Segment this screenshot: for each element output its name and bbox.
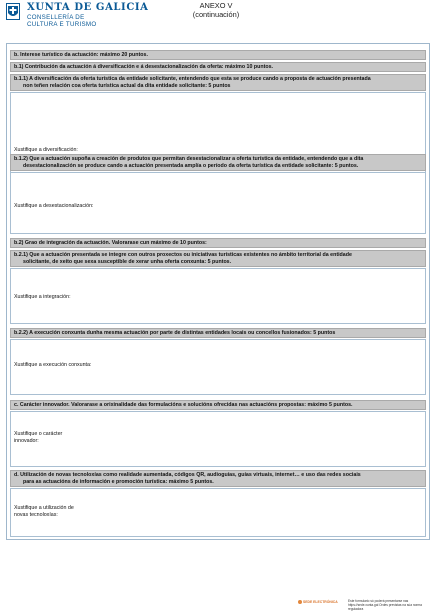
section-b21-line1: b.2.1) Que a actuación presentada se integre con outros proxectos ou iniciativas turísticas existentes no ámbito territorial da entidade: [14, 252, 352, 258]
dept-line-2: CULTURA E TURISMO: [27, 21, 97, 29]
section-d-line1: d. Utilización de novas tecnoloxías como realidade aumentada, códigos QR, audioguías, guías virtuais, internet… e uso das redes sociais: [14, 472, 361, 478]
org-name: XUNTA DE GALICIA: [27, 2, 149, 13]
joint-execution-field[interactable]: [10, 339, 426, 395]
section-b21-header: [10, 250, 426, 267]
footer-line-2: https://sede.xunta.gal Ordes previstas na súa norma reguladora: [348, 602, 422, 611]
section-b22-title: b.2.2) A execución conxunta dunha mesma actuación por parte de distintas entidades locais ou concellos fusionados: 5 puntos: [14, 330, 336, 336]
section-b-header: [10, 50, 426, 60]
technology-label: [14, 505, 74, 518]
section-b22-header: [10, 328, 426, 338]
org-block: [27, 2, 149, 28]
sede-electronica-logo: [298, 600, 338, 604]
diversification-label: Xustifique a diversificación:: [14, 147, 78, 153]
section-b12-header: [10, 154, 426, 171]
annex-title: ANEXO V: [199, 1, 233, 10]
criteria-form: [6, 43, 430, 540]
section-d-header: [10, 470, 426, 487]
section-b11-line1: b.1.1) A diversificación da oferta turística da entidade solicitante, entendendo que esta se produce cando a proposta de actuación presentada: [14, 76, 371, 82]
annex-heading: [175, 2, 257, 19]
footer-line-1: Este formulario só poderá presentarse nas: [348, 599, 409, 603]
section-b11-line2: non teñen relación coa oferta turística actual da dita entidade solicitante: 5 puntos: [23, 82, 231, 89]
desestacionalization-field[interactable]: [10, 172, 426, 234]
document-footer: [298, 599, 434, 611]
innovation-field[interactable]: [10, 411, 426, 467]
section-c-title: c. Carácter innovador. Valorarase a orixinalidade das formulacións e solucións ofrecidas nas actuacións propostas: máximo 5 puntos.: [14, 402, 353, 408]
annex-subtitle: (continuación): [192, 9, 240, 19]
sede-logo-icon: [298, 600, 302, 604]
integration-label: Xustifique a integración:: [14, 294, 71, 300]
section-b12-line2: desestacionalización se produce cando a actuación presentada amplía o período da oferta turística da entidade solicitante: 5 puntos.: [23, 162, 359, 169]
innovation-label: [14, 431, 62, 444]
section-b2-title: b.2) Grao de integración da actuación. Valorarase cun máximo de 10 puntos:: [14, 240, 207, 246]
section-b12-line1: b.1.2) Que a actuación supoña a creación de produtos que permitan desestacionalizar a oferta turística da entidade, entendendo que a dita: [14, 156, 364, 162]
dept-line-1: CONSELLERÍA DE: [27, 14, 85, 21]
innovation-label-line2: innovador:: [14, 437, 39, 444]
sede-brand: SEDE ELECTRÓNICA: [303, 600, 338, 604]
section-b1-title: b.1) Contribución da actuación á diversificación e á desestacionalización da oferta: máximo 10 puntos.: [14, 64, 274, 70]
section-c-header: [10, 400, 426, 410]
technology-label-line1: Xustifique a utilización de: [14, 505, 74, 511]
footer-notice: [348, 600, 434, 611]
innovation-label-line1: Xustifique o carácter: [14, 431, 63, 437]
document-header: [0, 0, 437, 42]
xunta-emblem-icon: [6, 3, 20, 20]
section-b2-header: [10, 238, 426, 248]
joint-execution-label: Xustifique a execución conxunta:: [14, 362, 92, 368]
section-b1-header: [10, 62, 426, 72]
section-d-line2: para as actuacións de información e promoción turística: máximo 5 puntos.: [23, 478, 214, 485]
integration-field[interactable]: [10, 268, 426, 324]
section-b21-line2: solicitante, de xeito que sexa susceptible de xerar unha oferta conxunta: 5 puntos.: [23, 258, 232, 265]
section-b11-header: [10, 74, 426, 91]
desestacionalization-label: Xustifique a desestacionalización:: [14, 203, 94, 209]
technology-field[interactable]: [10, 488, 426, 537]
technology-label-line2: novas tecnoloxías:: [14, 511, 58, 518]
section-b-title: b. Interese turístico da actuación: máximo 20 puntos.: [14, 52, 148, 58]
